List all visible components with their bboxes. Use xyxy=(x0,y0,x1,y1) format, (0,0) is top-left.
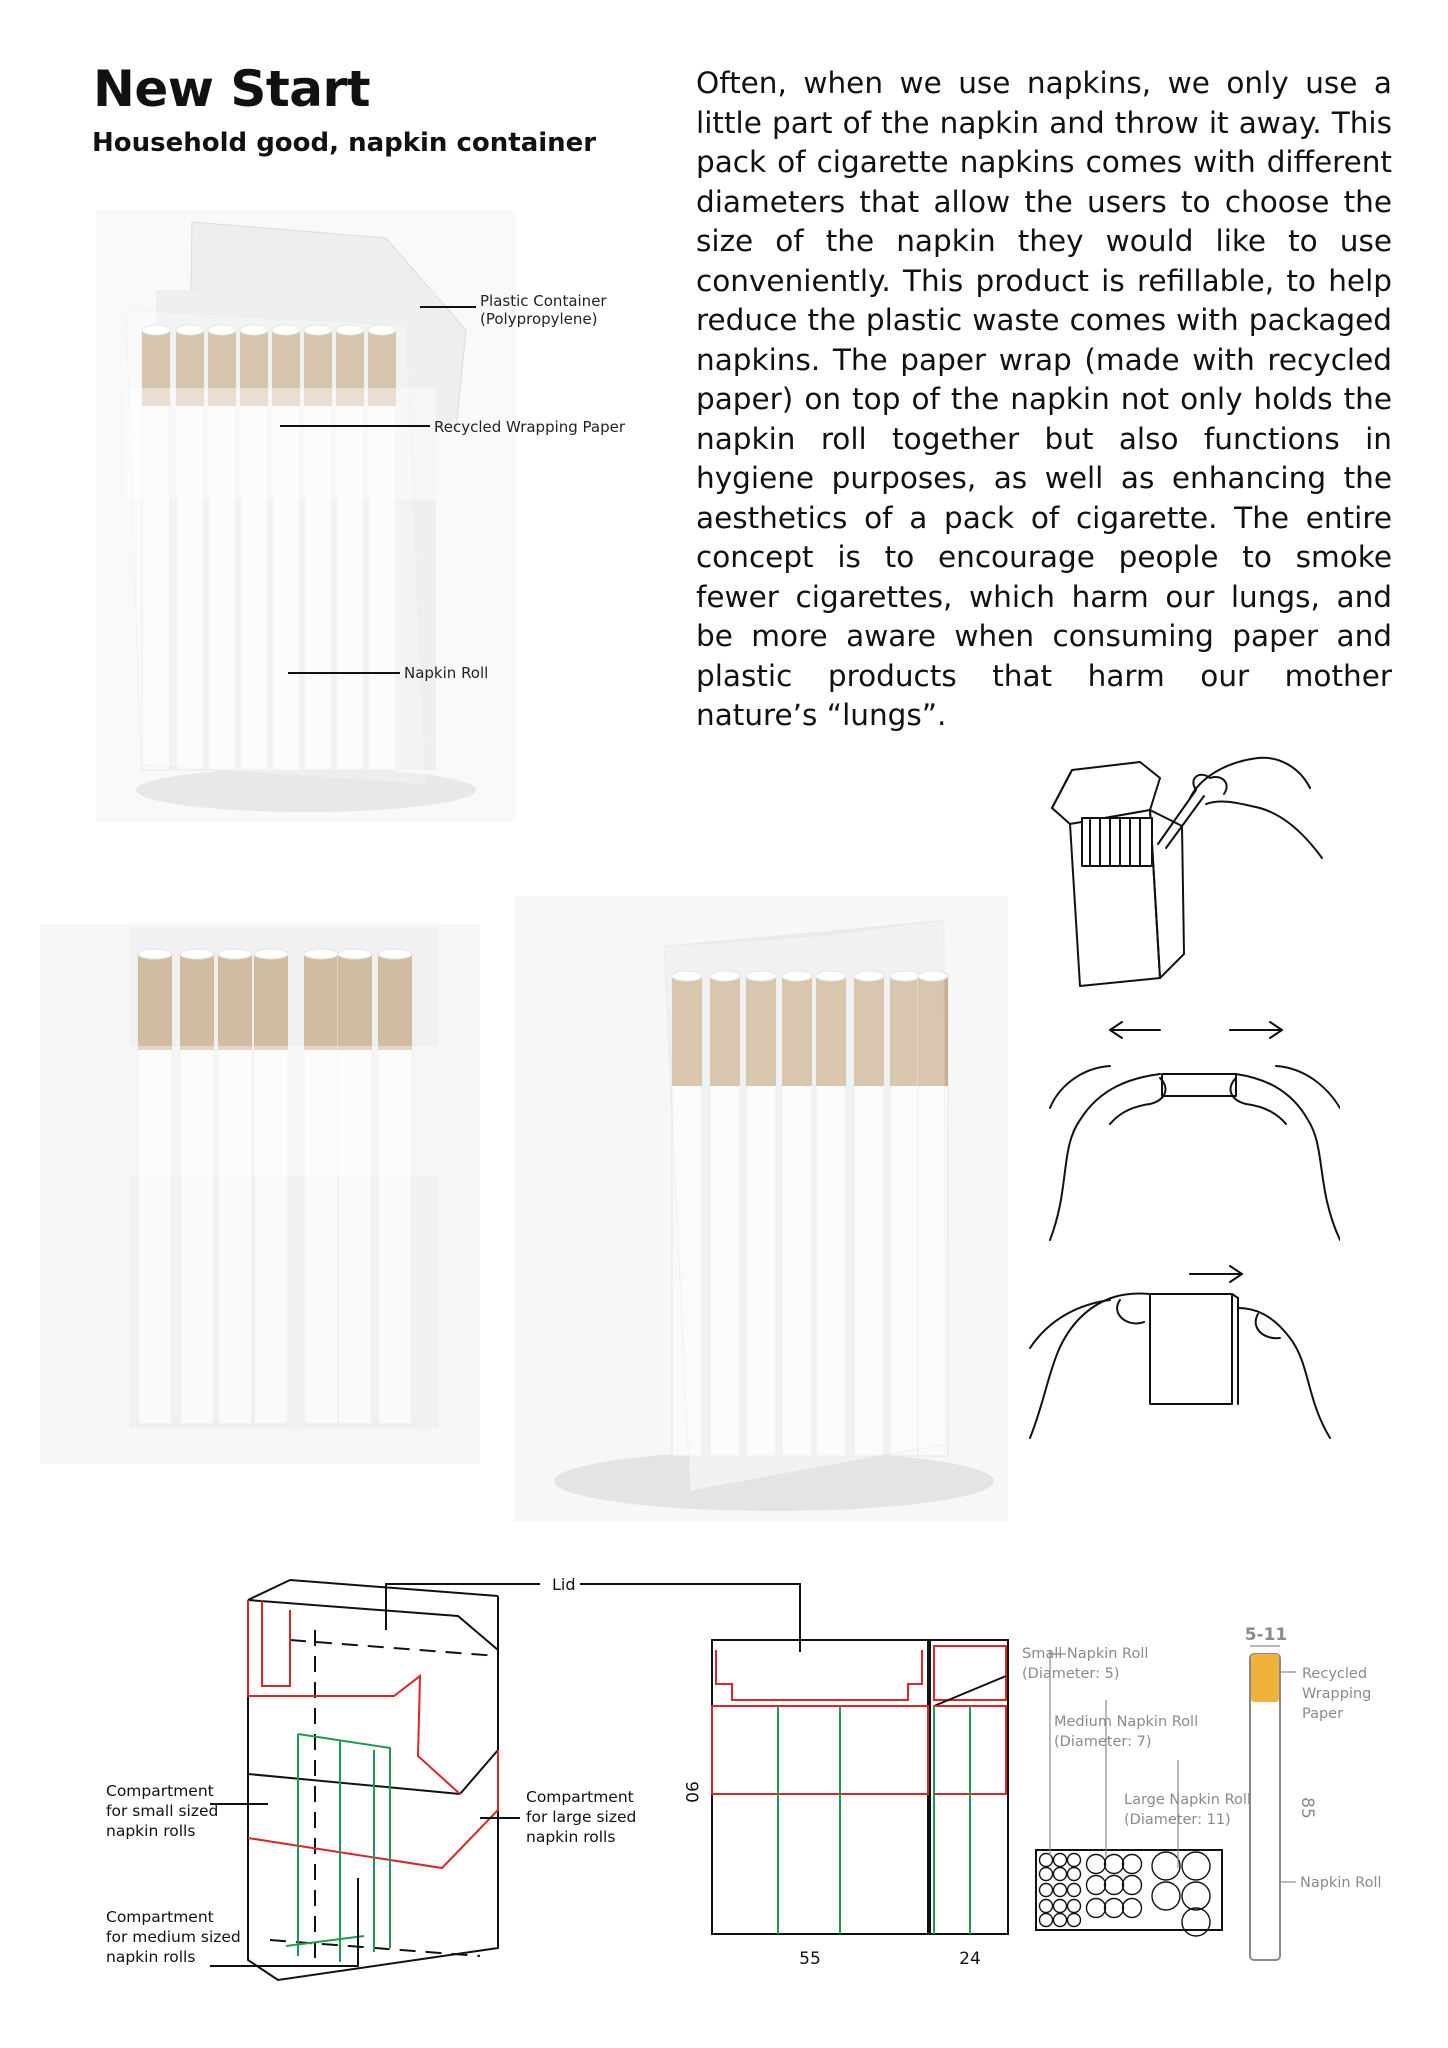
description-paragraph: Often, when we use napkins, we only use a little part of the napkin and throw it away. This pack of cigarette napkins comes with different diameters that allow the users to choose the size of the napkin they would like to use conveniently. This product is refillable, to help reduce the plastic waste comes with packaged napkins. The paper wrap (made with recycled paper) on top of the napkin not only holds the napkin roll together but also functions in hygiene purposes, as well as enhancing the aesthetics of a pack of cigarette. The entire concept is to encourage people to smoke fewer cigarettes, which harm our lungs, and be more aware when consuming paper and plastic products that harm our mother nature’s “lungs”. xyxy=(696,66,1392,732)
large-roll-circle xyxy=(1182,1882,1210,1910)
medium-roll-circle xyxy=(1123,1876,1142,1895)
page-title: New Start xyxy=(93,60,371,118)
large-roll-circle xyxy=(1182,1852,1210,1880)
page-subtitle: Household good, napkin container xyxy=(92,128,597,158)
dimension-depth: 24 xyxy=(959,1949,981,1969)
small-roll-circle xyxy=(1068,1900,1081,1913)
callout-leader-container xyxy=(420,306,476,308)
medium-roll-circle xyxy=(1105,1855,1124,1874)
small-roll-circle xyxy=(1068,1868,1081,1881)
render-front-view xyxy=(40,924,480,1464)
render-open-pack xyxy=(96,210,516,822)
small-roll-circle xyxy=(1054,1884,1067,1897)
roll-diameter-range: 5-11 xyxy=(1244,1625,1288,1645)
usage-step-tear-sheet-sketch xyxy=(1030,1266,1330,1438)
usage-step-pull-apart-sketch xyxy=(1050,1022,1340,1240)
medium-roll-circle xyxy=(1087,1876,1106,1895)
leader-medium-compartment xyxy=(210,1878,358,1966)
lid-label: Lid xyxy=(552,1575,576,1594)
lid-leader-right xyxy=(580,1584,800,1632)
roll-length: 85 xyxy=(1297,1797,1317,1819)
small-roll-label: Small Napkin Roll (Diameter: 5) xyxy=(1022,1646,1149,1682)
callout-leader-wrapping xyxy=(280,425,430,427)
lid-leader-left xyxy=(386,1584,540,1630)
large-roll-circle xyxy=(1152,1882,1180,1910)
compartment-large-label: Compartment for large sized napkin rolls xyxy=(526,1788,637,1846)
small-roll-circle xyxy=(1054,1900,1067,1913)
callout-plastic-container-line2: (Polypropylene) xyxy=(480,310,598,328)
roll-detail-drawing xyxy=(1250,1646,1296,1960)
small-roll-circle xyxy=(1068,1914,1081,1927)
technical-drawing xyxy=(40,1560,1400,2020)
small-roll-circle xyxy=(1068,1884,1081,1897)
render-front-view-illustration xyxy=(40,924,480,1464)
usage-sketches xyxy=(1010,748,1340,1508)
large-roll-circle xyxy=(1182,1908,1210,1936)
usage-step-open-pack-sketch xyxy=(1052,758,1322,986)
callout-plastic-container-line1: Plastic Container xyxy=(480,292,607,310)
small-roll-circle xyxy=(1054,1868,1067,1881)
front-elevation-drawing xyxy=(712,1640,928,1934)
large-roll-label: Large Napkin Roll (Diameter: 11) xyxy=(1124,1792,1251,1828)
callout-plastic-container xyxy=(480,292,607,328)
small-roll-circle xyxy=(1054,1854,1067,1867)
dimension-width: 55 xyxy=(799,1949,821,1969)
medium-roll-circle xyxy=(1105,1899,1124,1918)
small-roll-circle xyxy=(1054,1914,1067,1927)
callout-leader-napkin xyxy=(288,672,400,674)
medium-roll-circle xyxy=(1087,1855,1106,1874)
render-angled-view-illustration xyxy=(514,896,1008,1522)
small-roll-circle xyxy=(1040,1868,1053,1881)
small-roll-circle xyxy=(1040,1900,1053,1913)
isometric-box-drawing xyxy=(248,1580,498,1980)
large-roll-circle xyxy=(1152,1852,1180,1880)
roll-body-label: Napkin Roll xyxy=(1300,1875,1382,1891)
callout-napkin-roll: Napkin Roll xyxy=(404,664,489,682)
medium-roll-circle xyxy=(1123,1855,1142,1874)
callout-wrapping-paper: Recycled Wrapping Paper xyxy=(434,418,626,436)
roll-wrap-label: Recycled Wrapping Paper xyxy=(1302,1666,1372,1722)
render-angled-view xyxy=(514,896,1008,1522)
small-roll-circle xyxy=(1040,1884,1053,1897)
side-elevation-drawing xyxy=(930,1640,1008,1934)
small-roll-circle xyxy=(1040,1914,1053,1927)
medium-roll-circle xyxy=(1105,1876,1124,1895)
medium-roll-circle xyxy=(1087,1899,1106,1918)
compartment-medium-label: Compartment for medium sized napkin rolls xyxy=(106,1908,241,1966)
medium-roll-circle xyxy=(1123,1899,1142,1918)
medium-roll-label: Medium Napkin Roll (Diameter: 7) xyxy=(1054,1714,1199,1750)
compartment-small-label: Compartment for small sized napkin rolls xyxy=(106,1782,219,1840)
render-open-pack-illustration xyxy=(96,210,516,822)
dimension-height: 90 xyxy=(681,1781,701,1803)
small-roll-circle xyxy=(1068,1854,1081,1867)
